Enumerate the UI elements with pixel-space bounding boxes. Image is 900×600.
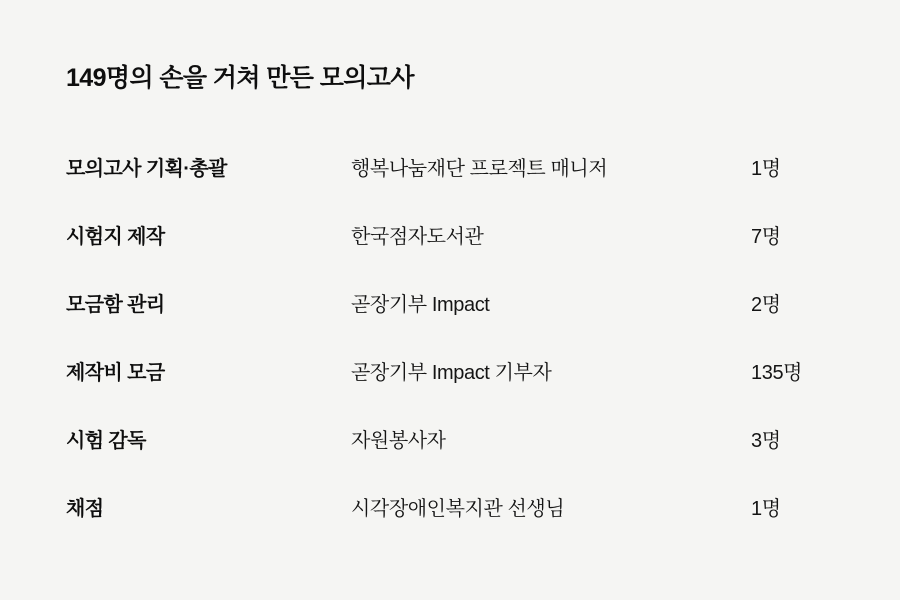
- page-title: 149명의 손을 거쳐 만든 모의고사: [66, 64, 414, 92]
- row-organization: 한국점자도서관: [351, 226, 484, 248]
- table-row: [66, 152, 856, 220]
- row-count: 7명: [751, 226, 781, 248]
- row-role: 제작비 모금: [66, 362, 165, 384]
- row-count: 1명: [751, 158, 781, 180]
- table-row: [66, 424, 856, 492]
- row-count: 3명: [751, 430, 781, 452]
- table-row: [66, 288, 856, 356]
- row-role: 시험지 제작: [66, 226, 165, 248]
- row-count: 135명: [751, 362, 803, 384]
- row-role: 채점: [66, 498, 104, 520]
- row-organization: 곧장기부 Impact 기부자: [351, 362, 552, 384]
- row-count: 2명: [751, 294, 781, 316]
- table-row: [66, 356, 856, 424]
- row-organization: 자원봉사자: [351, 430, 446, 452]
- table-row: [66, 220, 856, 288]
- row-organization: 곧장기부 Impact: [351, 294, 490, 316]
- credits-table: [66, 152, 856, 560]
- row-count: 1명: [751, 498, 781, 520]
- row-role: 모의고사 기획·총괄: [66, 158, 227, 180]
- table-row: [66, 492, 856, 560]
- row-organization: 시각장애인복지관 선생님: [351, 498, 565, 520]
- row-role: 모금함 관리: [66, 294, 165, 316]
- row-role: 시험 감독: [66, 430, 146, 452]
- row-organization: 행복나눔재단 프로젝트 매니저: [351, 158, 608, 180]
